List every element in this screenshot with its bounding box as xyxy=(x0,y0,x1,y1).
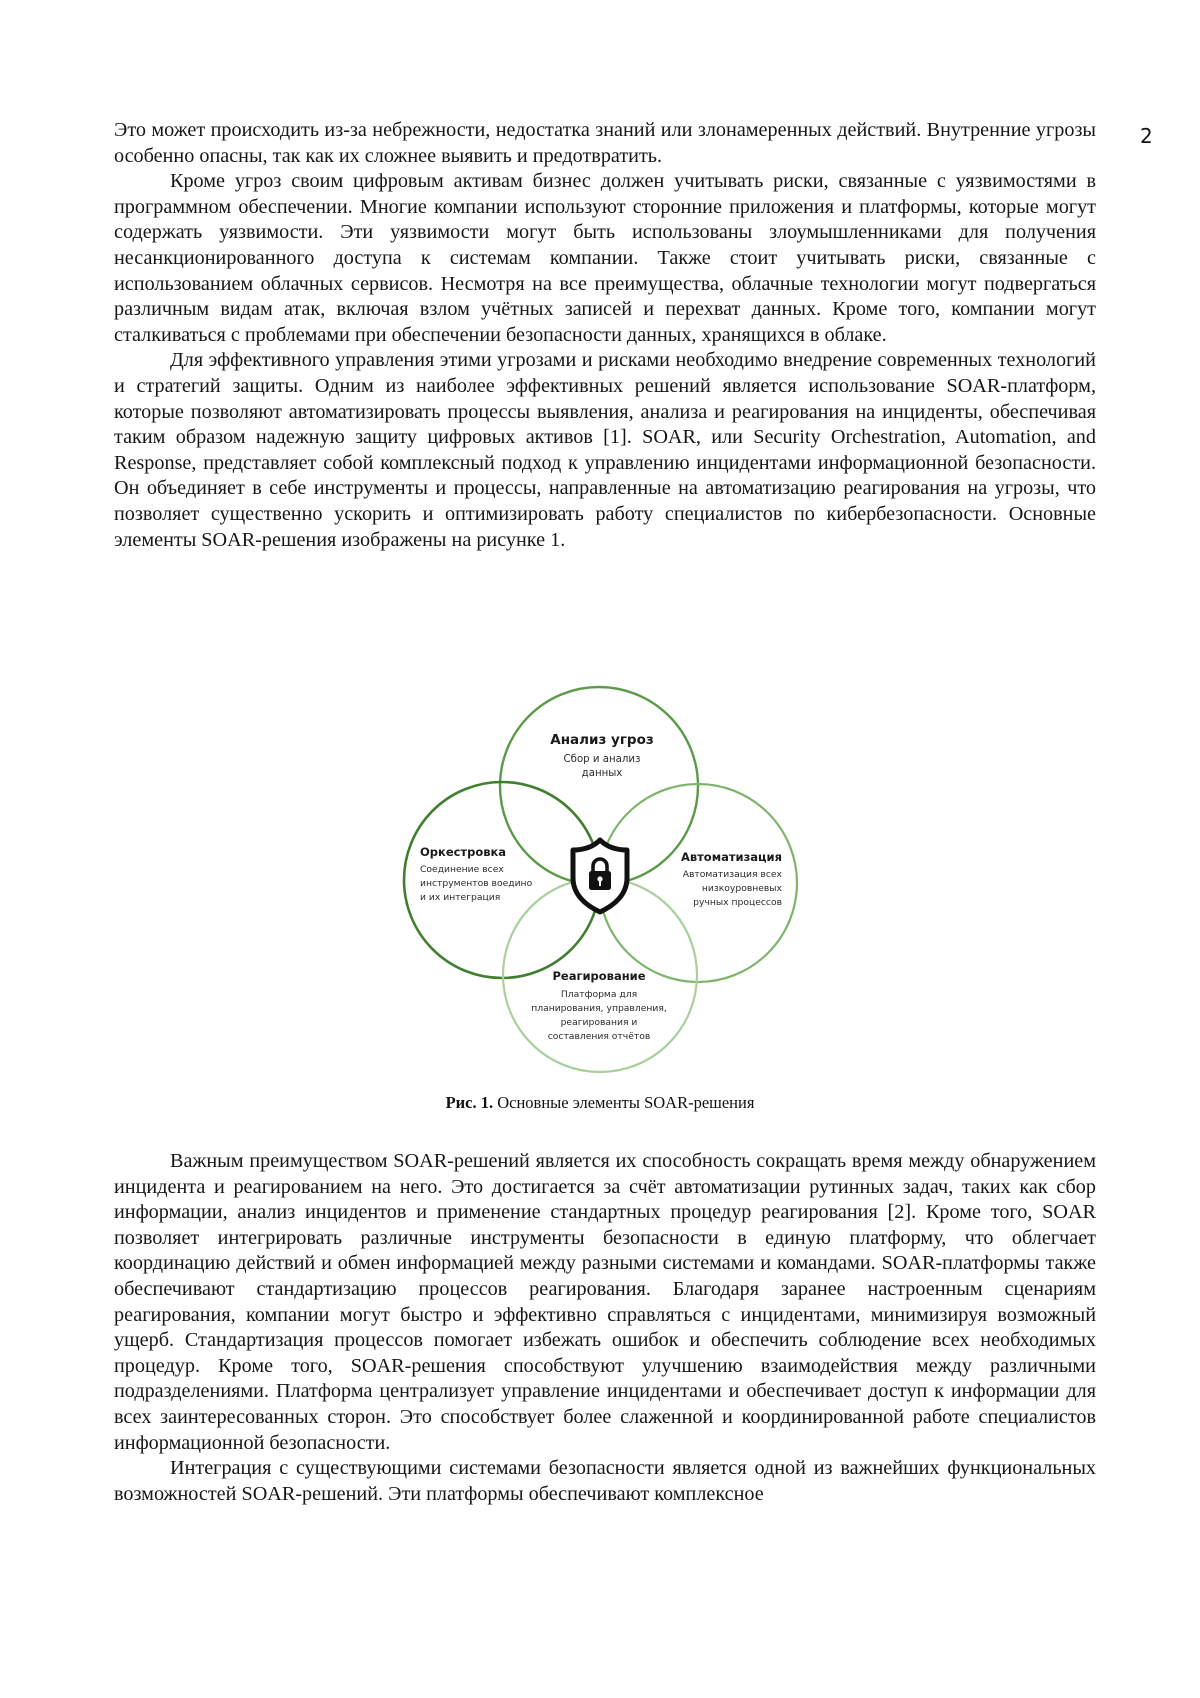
element-line: инструментов воедино xyxy=(420,878,533,889)
element-title: Оркестровка xyxy=(420,845,507,859)
element-line: низкоуровневых xyxy=(701,883,782,894)
paragraph: Для эффективного управления этими угрозами и рисками необходимо внедрение современных технологий и стратегий защиты. Одним из наиболее эффективных решений является использование SOAR-платформ, которые позволяют автоматизировать процессы выявления, анализа и реагирования на инциденты, обеспечивая таким образом надежную защиту цифровых активов [1]. SOAR, или Security Orchestration, Automation, and Response, представляет собой комплексный подход к управлению инцидентами информационной безопасности. Он объединяет в себе инструменты и процессы, направленные на автоматизацию реагирования на угрозы, что позволяет существенно ускорить и оптимизировать работу специалистов по кибербезопасности. Основные элементы SOAR-решения изображены на рисунке 1. xyxy=(114,349,1096,551)
element-title: Автоматизация xyxy=(680,850,782,864)
paragraph: Это может происходить из-за небрежности, недостатка знаний или злонамеренных действий. Внутренние угрозы особенно опасны, так как их сложнее выявить и предотвратить. xyxy=(114,119,1096,167)
caption-text: Основные элементы SOAR-решения xyxy=(493,1093,755,1112)
element-line: реагирования и xyxy=(560,1017,638,1028)
element-title: Анализ угроз xyxy=(550,732,654,748)
body-text-bottom xyxy=(114,1149,1096,1507)
page-number: 2 xyxy=(1140,124,1153,148)
element-line: ручных процессов xyxy=(693,897,782,908)
element-line: Платформа для xyxy=(560,989,638,1000)
element-line: Автоматизация всех xyxy=(682,869,782,880)
figure-caption xyxy=(0,1093,1200,1113)
caption-label: Рис. 1. xyxy=(445,1093,494,1112)
element-title: Реагирование xyxy=(552,969,646,983)
shield-lock-icon xyxy=(573,840,627,912)
soar-elements-diagram xyxy=(400,680,820,1080)
paragraph: Важным преимуществом SOAR-решений является их способность сокращать время между обнаружением инцидента и реагированием на него. Это достигается за счёт автоматизации рутинных задач, таких как сбор информации, анализ инцидентов и применение стандартных процедур реагирования [2]. Кроме того, SOAR позволяет интегрировать различные инструменты безопасности в единую платформу, что облегчает координацию действий и обмен информацией между разными системами и командами. SOAR-платформы также обеспечивают стандартизацию процессов реагирования. Благодаря заранее настроенным сценариям реагирования, компании могут быстро и эффективно справляться с инцидентами, минимизируя возможный ущерб. Стандартизация процессов помогает избежать ошибок и обеспечить соблюдение всех необходимых процедур. Кроме того, SOAR-решения способствуют улучшению взаимодействия между различными подразделениями. Платформа централизует управление инцидентами и обеспечивает доступ к информации для всех заинтересованных сторон. Это способствует более слаженной и координированной работе специалистов информационной безопасности. xyxy=(114,1150,1096,1454)
element-automation xyxy=(681,850,783,908)
element-line: Соединение всех xyxy=(420,864,504,875)
paragraph: Интеграция с существующими системами безопасности является одной из важнейших функциональных возможностей SOAR-решений. Эти платформы обеспечивают комплексное xyxy=(114,1457,1096,1505)
element-line: и их интеграция xyxy=(420,892,501,903)
element-line: Сбор и анализ xyxy=(563,754,641,765)
element-orchestration xyxy=(420,845,533,903)
element-response xyxy=(531,969,667,1042)
element-line: данных xyxy=(581,768,623,779)
element-line: составления отчётов xyxy=(547,1031,651,1042)
body-text-top xyxy=(114,118,1096,553)
element-line: планирования, управления, xyxy=(531,1003,667,1014)
element-threat-analysis xyxy=(550,732,653,779)
paragraph: Кроме угроз своим цифровым активам бизнес должен учитывать риски, связанные с уязвимостями в программном обеспечении. Многие компании используют сторонние приложения и платформы, которые могут содержать уязвимости. Эти уязвимости могут быть использованы злоумышленниками для получения несанкционированного доступа к системам компании. Также стоит учитывать риски, связанные с использованием облачных сервисов. Несмотря на все преимущества, облачные технологии могут подвергаться различным видам атак, включая взлом учётных записей и перехват данных. Кроме того, компании могут сталкиваться с проблемами при обеспечении безопасности данных, хранящихся в облаке. xyxy=(114,170,1096,346)
